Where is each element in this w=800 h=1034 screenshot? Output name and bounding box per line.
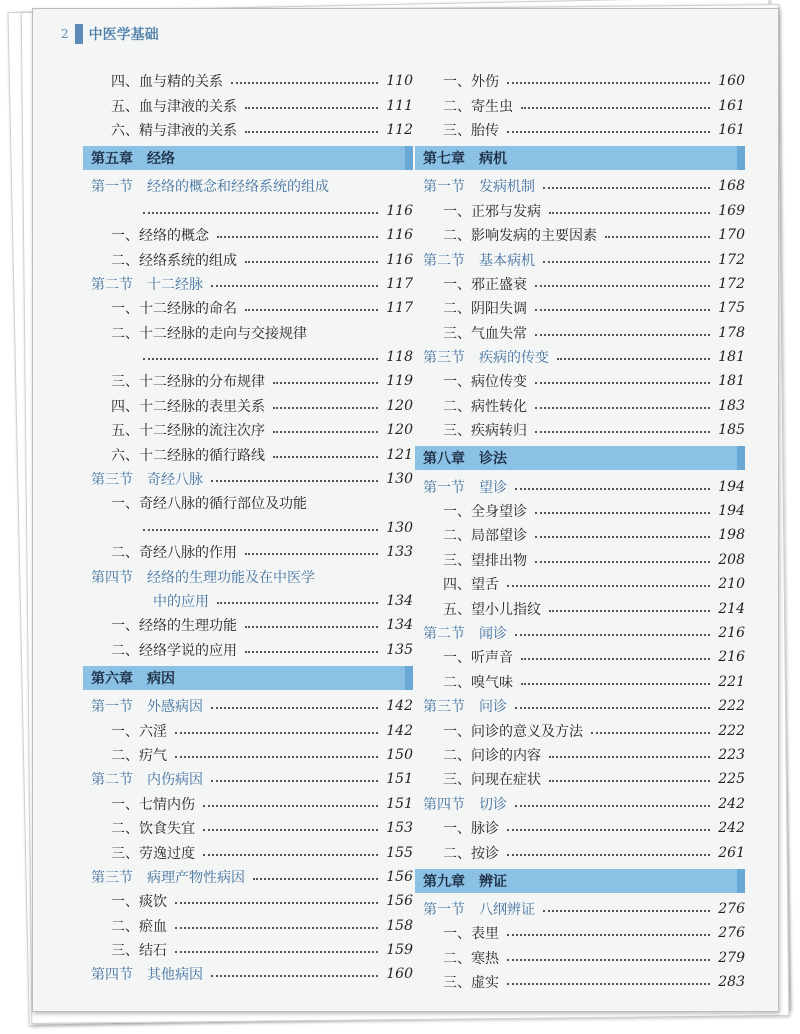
leader-dots: [175, 951, 378, 953]
toc-chapter-heading: [415, 146, 745, 170]
toc-entry-label: 一、问诊的意义及方法: [443, 723, 583, 740]
leader-dots: [535, 561, 710, 563]
leader-dots: [557, 358, 710, 360]
toc-item-entry: [83, 491, 413, 515]
toc-entry-label: 二、影响发病的主要因素: [443, 228, 597, 245]
toc-section-entry: [83, 865, 413, 889]
toc-page-number: 112: [386, 121, 413, 138]
leader-dots: [245, 261, 378, 263]
toc-entry-label: 第四节 其他病因: [91, 967, 203, 984]
toc-entry-label: 二、病性转化: [443, 398, 527, 415]
toc-item-entry: [83, 296, 413, 320]
toc-item-entry: [83, 938, 413, 962]
toc-entry-label: 二、按诊: [443, 845, 499, 862]
toc-item-entry: [415, 743, 745, 767]
toc-entry-label: 一、病位传变: [443, 374, 527, 391]
toc-entry-label: 第二节 闻诊: [423, 626, 507, 642]
toc-entry-label: 三、结石: [111, 943, 167, 960]
leader-dots: [211, 707, 378, 709]
toc-page-number: 198: [718, 527, 745, 544]
toc-section-entry: [415, 621, 745, 645]
toc-entry-label: 三、疾病转归: [443, 423, 527, 440]
toc-section-entry: [415, 694, 745, 718]
toc-page-number: 156: [386, 868, 413, 885]
toc-page-number: 120: [386, 422, 413, 439]
leader-dots: [521, 107, 710, 109]
toc-section-entry: [83, 272, 413, 296]
toc-page-number: 142: [386, 698, 413, 715]
toc-page-number: 175: [718, 300, 745, 317]
toc-section-entry: [83, 174, 413, 198]
toc-left-column: [83, 69, 413, 987]
toc-item-entry: [83, 718, 413, 742]
toc-page-number: 160: [386, 966, 413, 983]
toc-page-number: 172: [718, 275, 745, 292]
toc-entry-label: 第八章 诊法: [423, 451, 507, 468]
toc-item-entry: [83, 540, 413, 564]
leader-dots: [543, 910, 710, 912]
toc-entry-label: 中的应用: [153, 594, 209, 610]
toc-page-number: 283: [718, 974, 745, 991]
leader-dots: [175, 756, 378, 758]
toc-item-entry: [83, 69, 413, 93]
toc-entry-label: 一、经络的概念: [111, 228, 209, 245]
leader-dots: [507, 82, 710, 84]
leader-dots: [273, 407, 378, 409]
leader-dots: [253, 878, 378, 880]
toc-entry-label: 三、劳逸过度: [111, 845, 195, 862]
toc-page-number: 276: [718, 925, 745, 942]
toc-page-number: 151: [386, 795, 413, 812]
leader-dots: [535, 512, 710, 514]
toc-page-number: 216: [718, 625, 745, 641]
toc-item-entry: [83, 369, 413, 393]
toc-page-number: 183: [718, 397, 745, 414]
toc-item-entry: [83, 816, 413, 840]
toc-entry-label: 第三节 奇经八脉: [91, 472, 203, 489]
toc-item-entry: [415, 118, 745, 142]
leader-dots: [521, 658, 710, 660]
toc-page-number: 151: [386, 771, 413, 788]
toc-page-number: 120: [386, 397, 413, 414]
toc-entry-label: 第一节 八纲辨证: [423, 901, 535, 918]
toc-page-number: 130: [386, 519, 413, 536]
toc-page-number: 185: [718, 422, 745, 439]
toc-item-entry: [415, 199, 745, 223]
leader-dots: [203, 805, 378, 807]
toc-item-entry: [83, 638, 413, 662]
toc-entry-label: 一、全身望诊: [443, 504, 527, 521]
toc-entry-label: 二、疠气: [111, 747, 167, 764]
toc-item-entry: [415, 816, 745, 840]
toc-continuation-line: [83, 199, 413, 223]
toc-item-entry: [83, 840, 413, 864]
leader-dots: [211, 285, 378, 287]
leader-dots: [217, 602, 378, 604]
toc-page-number: 225: [718, 771, 745, 788]
toc-page-number: 279: [718, 949, 745, 966]
toc-entry-label: 二、阴阳失调: [443, 301, 527, 318]
toc-entry-label: 一、七情内伤: [111, 796, 195, 813]
toc-item-entry: [415, 840, 745, 864]
toc-entry-label: 第一节 外感病因: [91, 699, 203, 716]
toc-page-number: 242: [718, 795, 745, 812]
toc-entry-label: 第四节 经络的生理功能及在中医学: [91, 569, 315, 586]
toc-entry-label: 第七章 病机: [423, 151, 507, 168]
toc-page-number: 194: [718, 503, 745, 520]
toc-chapter-heading: [83, 666, 413, 690]
toc-entry-label: 六、十二经脉的循行路线: [111, 447, 265, 464]
toc-entry-label: 二、局部望诊: [443, 528, 527, 545]
toc-item-entry: [83, 223, 413, 247]
toc-section-entry: [83, 694, 413, 718]
toc-item-entry: [415, 369, 745, 393]
toc-continuation-entry: [83, 589, 413, 613]
toc-page-number: 168: [718, 178, 745, 195]
leader-dots: [507, 585, 710, 587]
toc-entry-label: 四、血与精的关系: [111, 74, 223, 91]
toc-section-entry: [415, 474, 745, 498]
toc-item-entry: [415, 921, 745, 945]
toc-item-entry: [83, 321, 413, 345]
toc-item-entry: [415, 394, 745, 418]
toc-item-entry: [415, 548, 745, 572]
leader-dots: [231, 82, 378, 84]
toc-entry-label: 一、痰饮: [111, 894, 167, 911]
book-title: 中医学基础: [88, 27, 159, 43]
toc-page-number: 156: [386, 893, 413, 910]
toc-item-entry: [415, 499, 745, 523]
toc-item-entry: [83, 247, 413, 271]
toc-item-entry: [415, 596, 745, 620]
toc-page-number: 222: [718, 722, 745, 739]
toc-page-number: 170: [718, 227, 745, 244]
leader-dots: [175, 902, 378, 904]
leader-dots: [605, 236, 710, 238]
toc-page-number: 276: [718, 900, 745, 917]
toc-entry-label: 一、表里: [443, 926, 499, 943]
toc-entry-label: 二、奇经八脉的作用: [111, 545, 237, 562]
toc-page-number: 111: [386, 97, 413, 114]
toc-section-entry: [83, 467, 413, 491]
toc-item-entry: [415, 418, 745, 442]
toc-section-entry: [83, 767, 413, 791]
toc-page-number: 161: [718, 97, 745, 114]
toc-entry-label: 三、虚实: [443, 975, 499, 992]
toc-item-entry: [415, 670, 745, 694]
toc-entry-label: 二、十二经脉的走向与交接规律: [111, 325, 307, 342]
toc-entry-label: 五、血与津液的关系: [111, 98, 237, 115]
toc-page-number: 135: [386, 641, 413, 658]
toc-page-number: 130: [386, 471, 413, 488]
toc-entry-label: 一、邪正盛衰: [443, 276, 527, 293]
leader-dots: [535, 536, 710, 538]
leader-dots: [143, 529, 378, 531]
leader-dots: [245, 309, 378, 311]
toc-page-number: 261: [718, 844, 745, 861]
toc-entry-label: 一、听声音: [443, 650, 513, 667]
toc-right-column: [415, 69, 745, 994]
toc-page-number: 110: [386, 73, 413, 90]
toc-entry-label: 四、望舌: [443, 577, 499, 594]
leader-dots: [507, 959, 710, 961]
toc-item-entry: [415, 572, 745, 596]
toc-page-number: 222: [718, 698, 745, 715]
leader-dots: [211, 780, 378, 782]
toc-entry-label: 第二节 基本病机: [423, 252, 535, 269]
toc-section-entry: [83, 962, 413, 986]
toc-item-entry: [415, 970, 745, 994]
leader-dots: [211, 480, 378, 482]
leader-dots: [591, 732, 710, 734]
toc-entry-label: 一、十二经脉的命名: [111, 301, 237, 318]
leader-dots: [245, 626, 378, 628]
leader-dots: [535, 309, 710, 311]
toc-entry-label: 四、十二经脉的表里关系: [111, 398, 265, 415]
toc-item-entry: [415, 69, 745, 93]
toc-entry-label: 二、饮食失宜: [111, 821, 195, 838]
toc-entry-label: 二、寒热: [443, 950, 499, 967]
toc-item-entry: [415, 718, 745, 742]
toc-entry-label: 第三节 问诊: [423, 699, 507, 716]
toc-page-number: 158: [386, 917, 413, 934]
toc-entry-label: 一、六淫: [111, 723, 167, 740]
toc-entry-label: 一、奇经八脉的循行部位及功能: [111, 496, 307, 513]
toc-entry-label: 二、经络系统的组成: [111, 252, 237, 269]
toc-section-entry: [415, 792, 745, 816]
toc-entry-label: 二、嗅气味: [443, 674, 513, 691]
toc-chapter-heading: [415, 869, 745, 893]
toc-page-number: 223: [718, 746, 745, 763]
toc-section-entry: [415, 345, 745, 369]
toc-page-number: 242: [718, 820, 745, 837]
leader-dots: [549, 610, 710, 612]
toc-page-number: 210: [718, 576, 745, 593]
leader-dots: [507, 854, 710, 856]
toc-item-entry: [83, 613, 413, 637]
toc-entry-label: 六、精与津液的关系: [111, 122, 237, 139]
toc-page-number: 172: [718, 251, 745, 268]
leader-dots: [273, 456, 378, 458]
toc-entry-label: 一、脉诊: [443, 821, 499, 838]
toc-entry-label: 第一节 经络的概念和经络系统的组成: [91, 179, 329, 196]
toc-page-number: 160: [718, 73, 745, 90]
toc-entry-label: 三、胎传: [443, 122, 499, 139]
toc-item-entry: [83, 118, 413, 142]
toc-item-entry: [83, 442, 413, 466]
leader-dots: [521, 683, 710, 685]
toc-item-entry: [415, 296, 745, 320]
toc-page-number: 221: [718, 673, 745, 690]
toc-page-number: 134: [386, 593, 413, 609]
leader-dots: [535, 334, 710, 336]
toc-item-entry: [83, 792, 413, 816]
toc-page-number: 142: [386, 722, 413, 739]
toc-entry-label: 第六章 病因: [91, 670, 175, 687]
leader-dots: [217, 236, 378, 238]
leader-dots: [515, 634, 710, 636]
leader-dots: [549, 756, 710, 758]
toc-item-entry: [415, 946, 745, 970]
leader-dots: [175, 732, 378, 734]
leader-dots: [245, 553, 378, 555]
toc-page-number: 216: [718, 649, 745, 666]
toc-item-entry: [415, 645, 745, 669]
book-page: [32, 8, 779, 1012]
toc-entry-label: 二、瘀血: [111, 918, 167, 935]
toc-entry-label: 第三节 病理产物性病因: [91, 869, 245, 886]
toc-page-number: 116: [386, 251, 413, 268]
leader-dots: [515, 707, 710, 709]
toc-entry-label: 一、外伤: [443, 74, 499, 91]
toc-chapter-heading: [83, 146, 413, 170]
leader-dots: [203, 854, 378, 856]
leader-dots: [175, 927, 378, 929]
leader-dots: [535, 431, 710, 433]
toc-chapter-heading: [415, 446, 745, 470]
toc-entry-label: 三、气血失常: [443, 325, 527, 342]
toc-item-entry: [415, 223, 745, 247]
toc-page-number: 117: [386, 275, 413, 292]
toc-entry-label: 三、望排出物: [443, 552, 527, 569]
header-accent-bar: [75, 24, 83, 44]
toc-page-number: 178: [718, 324, 745, 341]
toc-page-number: 194: [718, 478, 745, 495]
toc-item-entry: [83, 93, 413, 117]
toc-continuation-line: [83, 345, 413, 369]
toc-page-number: 181: [718, 349, 745, 366]
leader-dots: [143, 358, 378, 360]
toc-page-number: 214: [718, 600, 745, 617]
leader-dots: [535, 407, 710, 409]
toc-item-entry: [415, 93, 745, 117]
toc-page-number: 119: [386, 373, 413, 390]
leader-dots: [245, 131, 378, 133]
toc-page-number: 161: [718, 121, 745, 138]
toc-item-entry: [83, 743, 413, 767]
toc-page-number: 121: [386, 446, 413, 463]
page-number: 2: [61, 27, 69, 41]
leader-dots: [507, 131, 710, 133]
toc-item-entry: [83, 418, 413, 442]
toc-page-number: 116: [386, 227, 413, 244]
toc-section-entry: [415, 174, 745, 198]
leader-dots: [211, 975, 378, 977]
toc-page-number: 208: [718, 551, 745, 568]
toc-section-entry: [83, 564, 413, 588]
toc-page-number: 150: [386, 746, 413, 763]
leader-dots: [143, 212, 378, 214]
toc-entry-label: 三、问现在症状: [443, 772, 541, 789]
toc-entry-label: 第三节 疾病的传变: [423, 350, 549, 367]
toc-page-number: 116: [386, 202, 413, 219]
toc-entry-label: 第九章 辨证: [423, 873, 507, 890]
leader-dots: [543, 187, 710, 189]
toc-item-entry: [415, 523, 745, 547]
leader-dots: [273, 382, 378, 384]
toc-entry-label: 二、问诊的内容: [443, 747, 541, 764]
toc-page-number: 181: [718, 373, 745, 390]
toc-page-number: 153: [386, 820, 413, 837]
leader-dots: [515, 805, 710, 807]
toc-entry-label: 二、经络学说的应用: [111, 642, 237, 659]
toc-entry-label: 第四节 切诊: [423, 796, 507, 813]
leader-dots: [507, 983, 710, 985]
leader-dots: [245, 107, 378, 109]
toc-item-entry: [415, 321, 745, 345]
toc-entry-label: 第五章 经络: [91, 151, 175, 168]
toc-continuation-line: [83, 516, 413, 540]
toc-entry-label: 第一节 望诊: [423, 479, 507, 496]
leader-dots: [535, 285, 710, 287]
leader-dots: [549, 780, 710, 782]
page-header: [61, 23, 159, 45]
toc-page-number: 159: [386, 942, 413, 959]
toc-item-entry: [83, 914, 413, 938]
leader-dots: [549, 212, 710, 214]
toc-item-entry: [83, 889, 413, 913]
toc-item-entry: [415, 767, 745, 791]
leader-dots: [203, 829, 378, 831]
toc-entry-label: 五、望小儿指纹: [443, 601, 541, 618]
toc-entry-label: 一、正邪与发病: [443, 203, 541, 220]
leader-dots: [543, 261, 710, 263]
toc-entry-label: 三、十二经脉的分布规律: [111, 374, 265, 391]
toc-entry-label: 第二节 内伤病因: [91, 772, 203, 789]
toc-page-number: 117: [386, 300, 413, 317]
toc-page-number: 118: [386, 349, 413, 366]
toc-item-entry: [83, 394, 413, 418]
leader-dots: [507, 829, 710, 831]
toc-page-number: 155: [386, 844, 413, 861]
toc-entry-label: 一、经络的生理功能: [111, 618, 237, 635]
toc-entry-label: 二、寄生虫: [443, 98, 513, 115]
toc-page-number: 169: [718, 202, 745, 219]
toc-page-number: 133: [386, 544, 413, 561]
leader-dots: [507, 934, 710, 936]
leader-dots: [535, 382, 710, 384]
toc-item-entry: [415, 272, 745, 296]
toc-section-entry: [415, 897, 745, 921]
leader-dots: [273, 431, 378, 433]
toc-page-number: 134: [386, 617, 413, 634]
toc-entry-label: 第一节 发病机制: [423, 179, 535, 196]
toc-entry-label: 五、十二经脉的流注次序: [111, 423, 265, 440]
leader-dots: [515, 488, 710, 490]
toc-entry-label: 第二节 十二经脉: [91, 276, 203, 293]
toc-section-entry: [415, 247, 745, 271]
leader-dots: [245, 651, 378, 653]
